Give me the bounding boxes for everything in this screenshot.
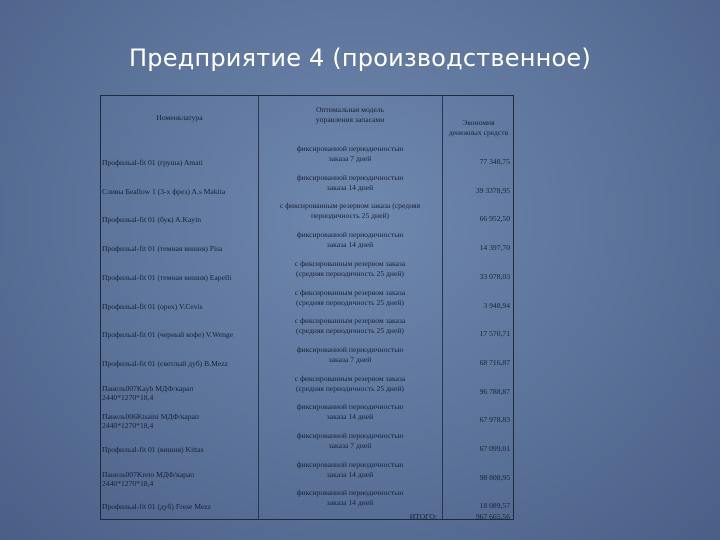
row-model-line1: фиксированной периодичностью	[296, 144, 404, 153]
row-model-line1: с фиксированным резервом заказа (средняя	[279, 201, 421, 211]
row-savings: 67 978,83	[479, 415, 510, 425]
slide-title: Предприятие 4 (производственное)	[129, 44, 591, 72]
row-savings: 39 3378,95	[475, 185, 510, 195]
row-model-line2: заказа 14 дней	[326, 240, 374, 250]
row-name: Профильal-fit 01 (груша) Amati	[102, 158, 203, 167]
total-label: ИТОГО:	[409, 512, 437, 521]
row-model-line2: заказа 7 дней	[328, 354, 372, 364]
row-name: Профильal-fit 01 (темная вишня) Eapelli	[102, 272, 232, 282]
row-name: Панель007Kreto МДФ/карап	[102, 469, 195, 479]
row-savings: 67 099,01	[479, 444, 510, 453]
row-model-line2: заказа 14 дней	[326, 469, 374, 479]
row-model-line1: фиксированной периодичностью	[296, 344, 404, 354]
row-savings: 96 788,87	[479, 386, 510, 396]
row-name: Панель007Kayb МДФ/карап	[102, 383, 194, 393]
row-model-line2: периодичность 25 дней)	[310, 211, 390, 221]
row-name: Профильal-fit 01 (вишня) Kittas	[102, 445, 204, 454]
row-savings: 98 808,95	[479, 472, 510, 482]
row-model-line2: (средняя периодичность 25 дней)	[296, 268, 404, 278]
row-savings: 33 078,03	[479, 271, 510, 281]
row-model-line1: фиксированной периодичностью	[296, 488, 404, 498]
header-model-line1: Оптимальная модель	[315, 105, 385, 114]
total-value: 967 665,56	[475, 512, 510, 521]
row-model-line1: фиксированной периодичностью	[296, 172, 404, 182]
row-savings: 17 570,71	[479, 329, 510, 339]
row-name: Профильal-fit 01 (бук) A.Kayin	[102, 215, 201, 225]
row-savings: 66 952,50	[479, 214, 510, 224]
row-name: Профильal-fit 01 (дуб) Fresе Mezz	[102, 502, 212, 512]
row-savings: 18 089,57	[479, 501, 510, 511]
row-name: Панель006Ktsaini МДФ/карап	[102, 412, 199, 422]
row-name: Профильal-fit 01 (темная вишня) Pisa	[102, 244, 223, 254]
row-model-line1: с фиксированным резервом заказа	[294, 373, 406, 383]
row-model-line2: (средняя периодичность 25 дней)	[296, 297, 404, 307]
row-name-line2: 2440*1270*18,4	[102, 478, 154, 488]
row-model-line2: заказа 14 дней	[326, 412, 374, 422]
row-savings: 68 716,87	[479, 357, 510, 367]
row-savings: 3 948,94	[483, 300, 510, 310]
savings-table	[100, 95, 514, 520]
header-model-line2: управления запасами	[315, 115, 385, 124]
row-name: Профильal-fit 01 (орех) V.Cevis	[102, 301, 203, 311]
row-savings: 14 397,70	[479, 243, 510, 253]
row-name-line2: 2440*1270*18,4	[102, 392, 154, 402]
row-model-line1: фиксированной периодичностью	[296, 459, 404, 469]
row-model-line1: с фиксированным резервом заказа	[294, 287, 406, 297]
row-model-line1: фиксированной периодичностью	[296, 230, 404, 240]
row-model-line1: фиксированной периодичностью	[296, 431, 404, 440]
row-model-line2: заказа 7 дней	[328, 154, 372, 163]
header-savings-line2: денежных средств	[448, 128, 509, 137]
row-savings: 77 348,75	[479, 157, 510, 166]
row-name: Профильal-fit 01 (светлый дуб) B.Mezz	[102, 358, 228, 368]
row-model-line2: (средняя периодичность 25 дней)	[296, 326, 404, 336]
row-model-line2: (средняя периодичность 25 дней)	[296, 383, 404, 393]
row-name: Профильal-fit 01 (черный кофе) V.Wenge	[102, 330, 234, 340]
row-name-line2: 2440*1270*18,4	[102, 421, 154, 431]
row-model-line2: заказа 14 дней	[326, 182, 374, 192]
row-model-line1: с фиксированным резервом заказа	[294, 258, 406, 268]
row-model-line1: фиксированной периодичностью	[296, 402, 404, 412]
row-model-line2: заказа 7 дней	[328, 441, 372, 450]
header-savings-line1: Экономия	[462, 118, 495, 127]
header-nomenclature: Номенклатура	[156, 113, 203, 122]
row-model-line2: заказа 14 дней	[326, 498, 374, 508]
row-name: Сливы Бeallow 1 (3-х фрез) A.s Makita	[102, 186, 226, 196]
row-model-line1: с фиксированным резервом заказа	[294, 316, 406, 326]
